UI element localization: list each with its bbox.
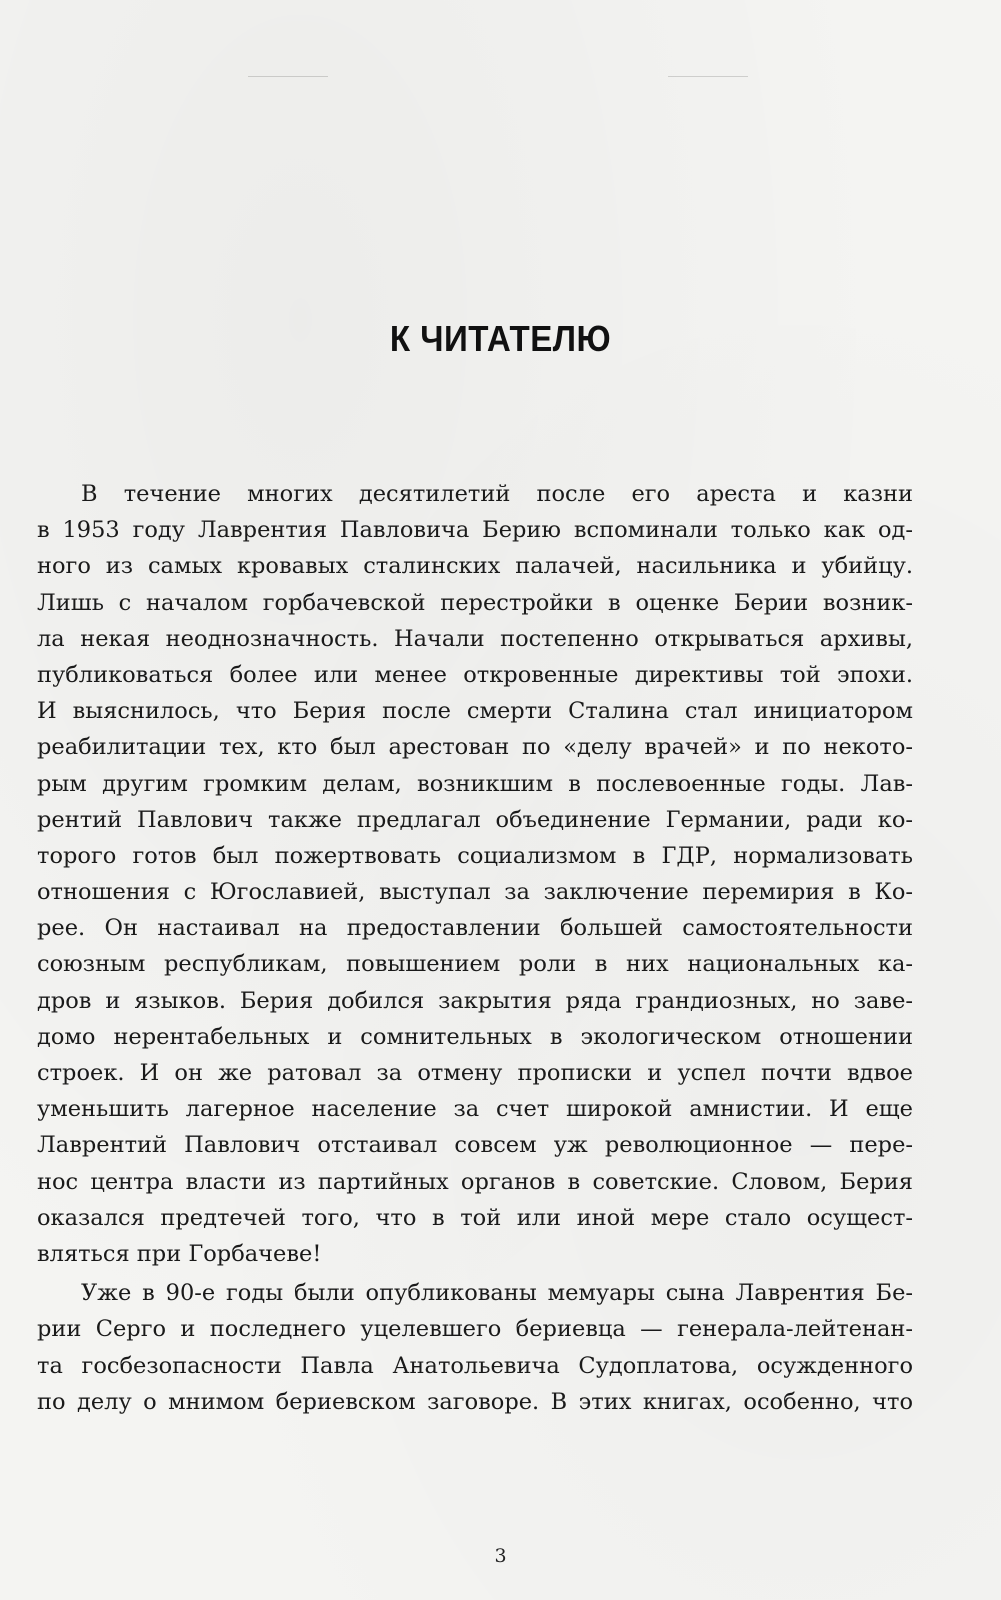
text-line: та госбезопасности Павла Анатольевича Судоплатова, осужденного [37, 1352, 913, 1379]
text-line: Лишь с началом горбачевской перестройки в оценке Берии возник- [37, 589, 913, 616]
text-line: союзным республикам, повышением роли в них национальных ка- [37, 951, 913, 978]
text-line: домо нерентабельных и сомнительных в экологическом отношении [37, 1023, 913, 1050]
text-line: отношения с Югославией, выступал за заключение перемирия в Ко- [37, 879, 913, 906]
text-line: оказался предтечей того, что в той или иной мере стало осущест- [37, 1204, 913, 1231]
text-line: ла некая неоднозначность. Начали постепенно открываться архивы, [37, 625, 913, 652]
bleed-through-running-header [248, 62, 748, 90]
text-line: Уже в 90-е годы были опубликованы мемуары сына Лаврентия Бе- [81, 1280, 913, 1307]
text-line: рым другим громким делам, возникшим в послевоенные годы. Лав- [37, 770, 913, 797]
header-rule-left [248, 76, 328, 77]
paragraph-2 [37, 1275, 913, 1420]
text-line: вляться при Горбачеве! [37, 1240, 322, 1267]
text-line: рее. Он настаивал на предоставлении большей самостоятельности [37, 915, 913, 942]
page-number: 3 [494, 1545, 507, 1567]
text-line: в 1953 году Лаврентия Павловича Берию вспоминали только как од- [37, 517, 913, 544]
text-line: Лаврентий Павлович отстаивал совсем уж революционное — пере- [37, 1132, 913, 1159]
text-line: по делу о мнимом бериевском заговоре. В этих книгах, особенно, что [37, 1388, 913, 1415]
text-line: В течение многих десятилетий после его ареста и казни [81, 481, 913, 507]
text-line: ного из самых кровавых сталинских палачей, насильника и убийцу. [37, 553, 913, 580]
chapter-title: К ЧИТАТЕЛЮ [389, 318, 612, 359]
text-line: рентий Павлович также предлагал объединение Германии, ради ко- [37, 806, 913, 833]
text-line: дров и языков. Берия добился закрытия ряда грандиозных, но заве- [37, 987, 913, 1014]
text-line: строек. И он же ратовал за отмену прописки и успел почти вдвое [37, 1060, 913, 1086]
text-line: уменьшить лагерное население за счет широкой амнистии. И еще [37, 1096, 913, 1123]
text-line: И выяснилось, что Берия после смерти Сталина стал инициатором [37, 698, 913, 725]
text-line: нос центра власти из партийных органов в советские. Словом, Берия [37, 1168, 913, 1195]
text-line: рии Серго и последнего уцелевшего бериевца — генерала-лейтенан- [37, 1316, 913, 1343]
paragraph-1 [37, 476, 913, 1272]
text-line: публиковаться более или менее откровенные директивы той эпохи. [37, 661, 913, 688]
text-line: торого готов был пожертвовать социализмом в ГДР, нормализовать [37, 842, 913, 869]
body-text [37, 476, 913, 1420]
header-rule-right [668, 76, 748, 77]
text-line: реабилитации тех, кто был арестован по «делу врачей» и по некото- [37, 734, 913, 761]
